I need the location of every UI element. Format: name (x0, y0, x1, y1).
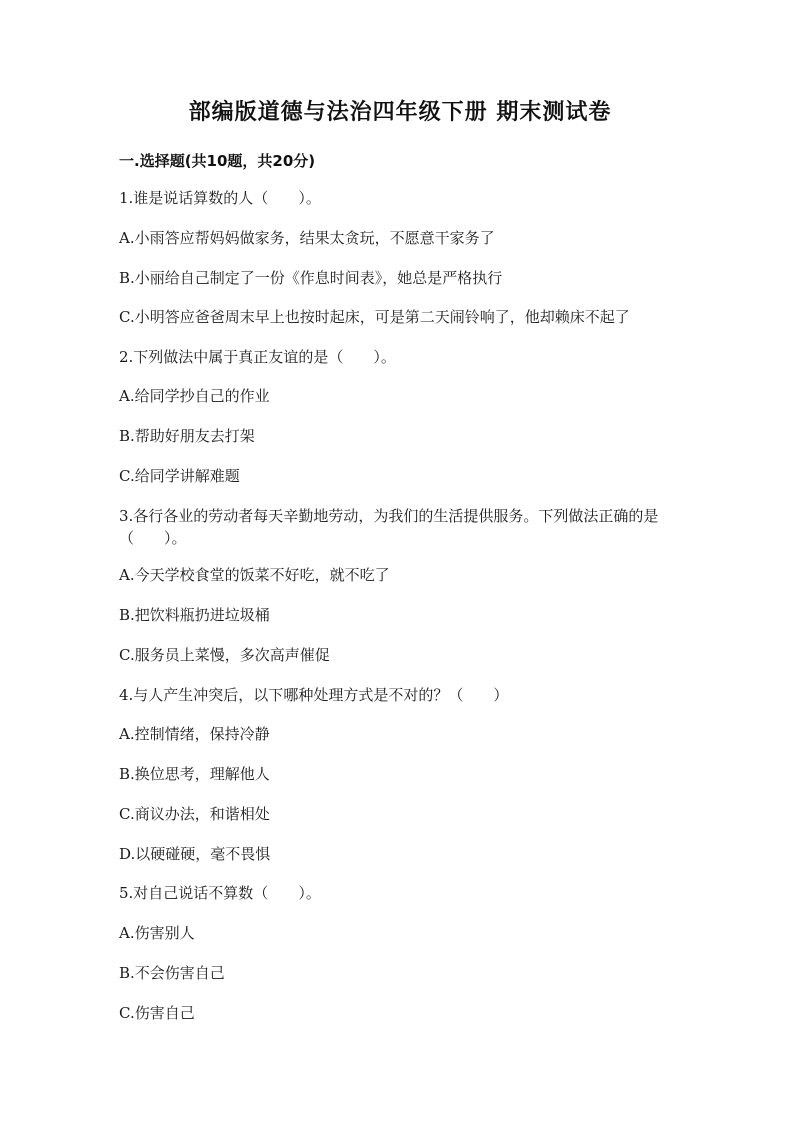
question-1-option-c: C.小明答应爸爸周末早上也按时起床，可是第二天闹铃响了，他却赖床不起了 (119, 308, 630, 326)
question-3-option-a: A.今天学校食堂的饭菜不好吃，就不吃了 (119, 566, 390, 584)
question-5-option-c: C.伤害自己 (119, 1004, 195, 1022)
section-heading: 一.选择题(共10题，共20分) (119, 152, 316, 170)
question-3-option-c: C.服务员上菜慢，多次高声催促 (119, 646, 330, 664)
question-2-option-b: B.帮助好朋友去打架 (119, 427, 255, 445)
question-1-option-a: A.小雨答应帮妈妈做家务，结果太贪玩，不愿意干家务了 (119, 229, 495, 247)
question-4-stem: 4.与人产生冲突后，以下哪种处理方式是不对的？（ ） (119, 686, 509, 704)
question-3-option-b: B.把饮料瓶扔进垃圾桶 (119, 606, 270, 624)
question-1-option-b: B.小丽给自己制定了一份《作息时间表》，她总是严格执行 (119, 269, 503, 287)
question-2-option-c: C.给同学讲解难题 (119, 467, 240, 485)
question-1-stem: 1.谁是说话算数的人（ ）。 (119, 189, 321, 207)
page-title: 部编版道德与法治四年级下册 期末测试卷 (188, 100, 612, 125)
question-4-option-c: C.商议办法，和谐相处 (119, 805, 270, 823)
question-4-option-a: A.控制情绪，保持冷静 (119, 725, 270, 743)
question-2-stem: 2.下列做法中属于真正友谊的是（ ）。 (119, 348, 396, 366)
question-5-stem: 5.对自己说话不算数（ ）。 (119, 884, 321, 902)
question-4-option-d: D.以硬碰硬，毫不畏惧 (119, 845, 271, 863)
question-4-option-b: B.换位思考，理解他人 (119, 765, 270, 783)
question-3-stem: 3.各行各业的劳动者每天辛勤地劳动，为我们的生活提供服务。下列做法正确的是（ ）。 (119, 507, 659, 547)
question-5-option-b: B.不会伤害自己 (119, 964, 225, 982)
question-2-option-a: A.给同学抄自己的作业 (119, 387, 270, 405)
question-5-option-a: A.伤害别人 (119, 924, 195, 942)
